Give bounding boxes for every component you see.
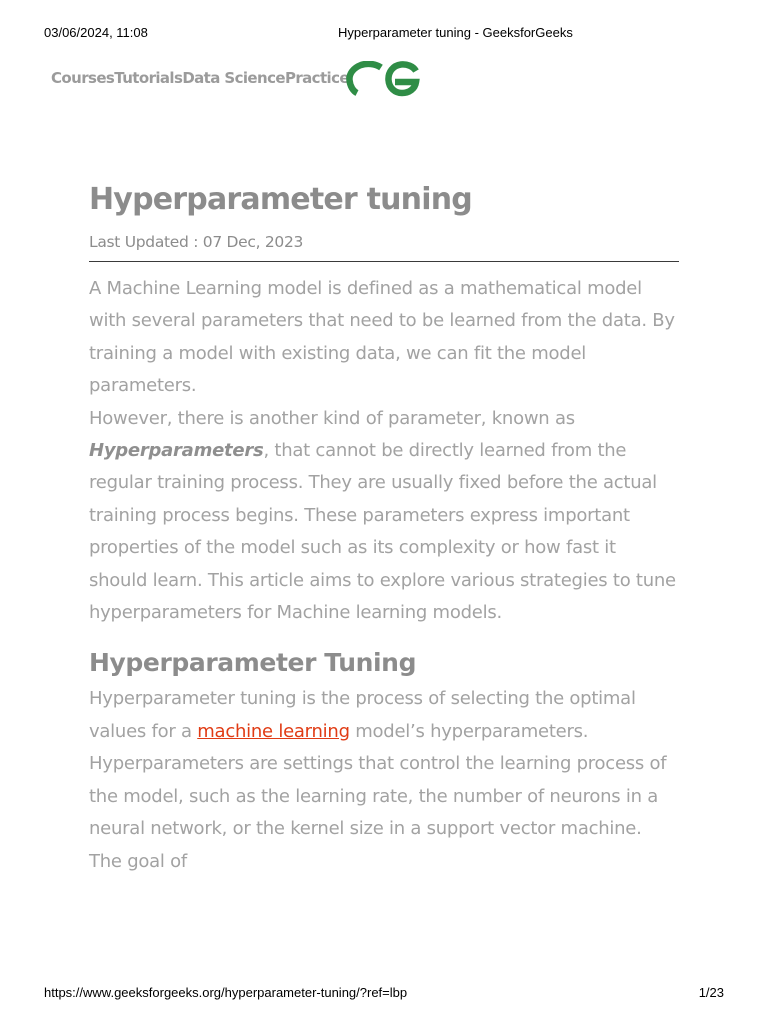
nav-data-science[interactable]: Data Science [182,69,285,87]
tuning-paragraph [89,683,679,877]
hyperparameters-term: Hyperparameters [89,440,264,462]
logo-svg [345,61,423,97]
logo-left-g-stroke [349,64,381,93]
p2-text-after: , that cannot be directly learned from the regular training process. They are usually fixed before the actual training process begins. These parameters express important properties of the model such as its complexity or how fast it should learn. This article aims to explore various strategies to tune hyperparameters for Machine learning models. [89,440,676,624]
last-updated: Last Updated : 07 Dec, 2023 [89,233,304,251]
print-page-number: 1/23 [698,985,724,1000]
nav-practice[interactable]: Practice [284,69,349,87]
p3-text-after: model’s hyperparameters. Hyperparameters are settings that control the learning process of the model, such as the learning rate, the number of neurons in a neural network, or the kernel size in a support vector machine. The goal of [89,720,667,872]
print-url: https://www.geeksforgeeks.org/hyperparameter-tuning/?ref=lbp [44,985,408,1000]
print-footer [0,985,768,1003]
print-datetime: 03/06/2024, 11:08 [44,25,148,40]
p3-text-before: Hyperparameter tuning is the process of selecting the optimal values for a [89,688,636,742]
geeksforgeeks-logo-icon[interactable] [345,61,423,97]
site-nav [51,66,349,90]
article-title: Hyperparameter tuning [89,182,472,217]
logo-right-g-stroke [388,64,416,93]
print-page-title: Hyperparameter tuning - GeeksforGeeks [338,25,573,40]
nav-courses[interactable]: Courses [51,69,115,87]
hyperparameters-paragraph [89,403,679,630]
machine-learning-link[interactable]: machine learning [197,720,350,742]
print-header [0,25,768,43]
title-divider [89,261,679,262]
article-content [89,180,679,878]
intro-paragraph: A Machine Learning model is defined as a mathematical model with several parameters that need to be learned from the data. By training a model with existing data, we can fit the model parameters. [89,278,675,397]
p2-text-before: However, there is another kind of parameter, known as [89,407,575,429]
section-heading: Hyperparameter Tuning [89,648,417,678]
nav-tutorials[interactable]: Tutorials [114,69,183,87]
